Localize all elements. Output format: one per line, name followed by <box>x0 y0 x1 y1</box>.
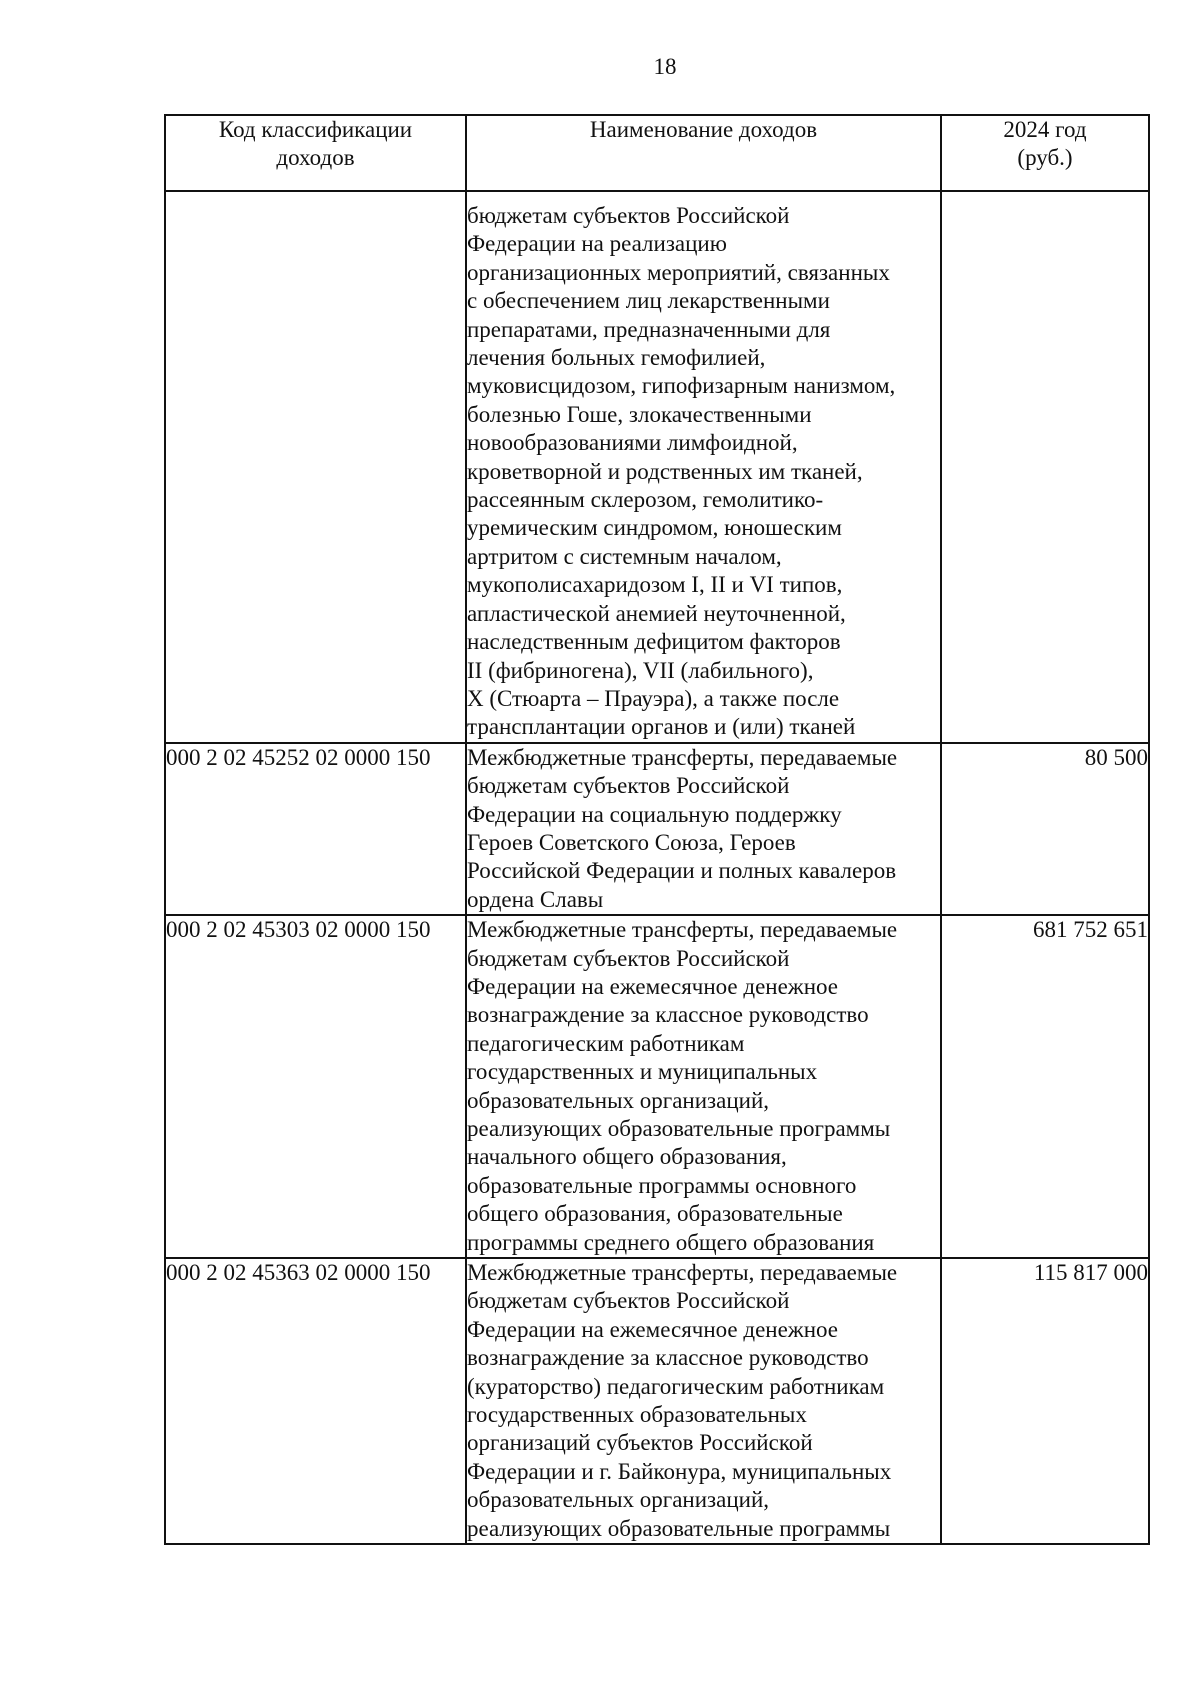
table-row <box>165 191 1149 743</box>
amount-cell: 115 817 000 <box>941 1258 1149 1544</box>
table-row <box>165 915 1149 1258</box>
code-cell <box>165 191 466 743</box>
name-cell: Межбюджетные трансферты, передаваемые бюджетам субъектов Российской Федерации на ежемесячное денежное вознаграждение за классное руководство (кураторство) педагогическим работникам государственных образовательных организаций субъектов Российской Федерации и г. Байконура, муниципальных образовательных организаций, реализующих образовательные программы <box>466 1258 941 1544</box>
code-cell: 000 2 02 45303 02 0000 150 <box>165 915 466 1258</box>
amount-cell: 681 752 651 <box>941 915 1149 1258</box>
amount-cell: 80 500 <box>941 743 1149 915</box>
page-number: 18 <box>653 54 677 79</box>
name-cell: Межбюджетные трансферты, передаваемые бюджетам субъектов Российской Федерации на социальную поддержку Героев Советского Союза, Героев Российской Федерации и полных кавалеров ордена Славы <box>466 743 941 915</box>
header-amount: 2024 год (руб.) <box>941 115 1149 191</box>
name-cell: бюджетам субъектов Российской Федерации на реализацию организационных мероприятий, связанных с обеспечением лиц лекарственными препаратами, предназначенными для лечения больных гемофилией, муковисцидозом, гипофизарным нанизмом, болезнью Гоше, злокачественными новообразованиями лимфоидной, кроветворной и родственных им тканей, рассеянным склерозом, гемолитико- уремическим синдромом, юношеским артритом с системным началом, мукополисахаридозом I, II и VI типов, апластической анемией неуточненной, наследственным дефицитом факторов II (фибриногена), VII (лабильного), X (Стюарта – Прауэра), а также после трансплантации органов и (или) тканей <box>466 191 941 743</box>
name-cell: Межбюджетные трансферты, передаваемые бюджетам субъектов Российской Федерации на ежемесячное денежное вознаграждение за классное руководство педагогическим работникам государственных и муниципальных образовательных организаций, реализующих образовательные программы начального общего образования, образовательные программы основного общего образования, образовательные программы среднего общего образования <box>466 915 941 1258</box>
header-code: Код классификации доходов <box>165 115 466 191</box>
code-cell: 000 2 02 45252 02 0000 150 <box>165 743 466 915</box>
header-name: Наименование доходов <box>466 115 941 191</box>
table-row <box>165 743 1149 915</box>
table-header-row <box>165 115 1149 191</box>
table-row <box>165 1258 1149 1544</box>
revenue-table <box>164 114 1150 1545</box>
amount-cell <box>941 191 1149 743</box>
code-cell: 000 2 02 45363 02 0000 150 <box>165 1258 466 1544</box>
